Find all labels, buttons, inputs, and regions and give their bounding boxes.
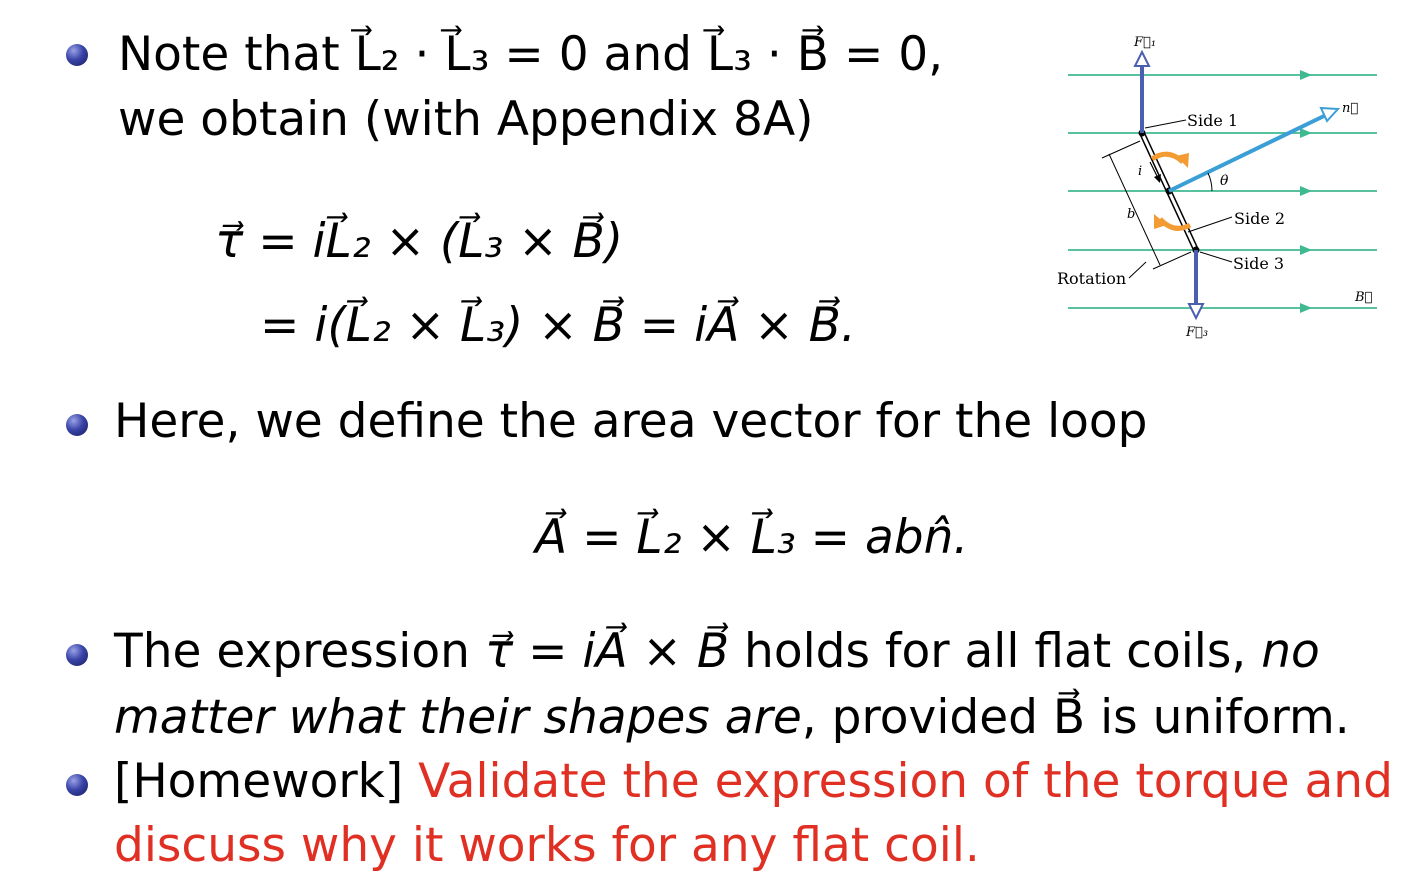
bullet-1-line-1: Note that L⃗₂ · L⃗₃ = 0 and L⃗₃ · B⃗ = 0,: [118, 27, 944, 82]
dimension-b-tick-top: [1102, 141, 1140, 158]
bullet-3-inline-math: τ⃗ = iA⃗ × B⃗: [484, 624, 730, 679]
bullet-3-italic-no: no: [1261, 624, 1320, 679]
side-2-leader: [1188, 217, 1232, 232]
bullet-4-line-1: [114, 752, 1393, 812]
bullet-2-marker: [66, 414, 88, 436]
current-arrowhead: [1154, 174, 1161, 183]
label-n: n⃗: [1342, 101, 1359, 116]
label-b: b: [1127, 207, 1136, 222]
homework-prefix: [Homework]: [114, 754, 419, 809]
label-b-field: B⃗: [1355, 290, 1373, 305]
bullet-3-line-2: [114, 688, 1350, 748]
bullet-1-line-2: we obtain (with Appendix 8A): [118, 92, 814, 147]
area-vector-equation: A⃗ = L⃗₂ × L⃗₃ = abn̂.: [535, 510, 969, 565]
label-side-1: Side 1: [1187, 111, 1239, 130]
bullet-2-line-1: Here, we define the area vector for the loop: [114, 394, 1148, 449]
label-i: i: [1138, 164, 1143, 179]
theta-arc: [1208, 173, 1212, 191]
side-1-leader: [1145, 120, 1186, 128]
label-f1: F⃗₁: [1134, 35, 1157, 50]
label-f3: F⃗₃: [1186, 325, 1209, 340]
loop-torque-figure: [1050, 20, 1390, 350]
label-side-2: Side 2: [1234, 209, 1286, 228]
bullet-1-marker: [66, 44, 88, 66]
force-f1-arrowhead: [1135, 52, 1149, 66]
bullet-3-text-end: holds for all flat coils,: [729, 624, 1262, 679]
side-3-leader: [1200, 252, 1232, 262]
torque-equation-line-2: = i(L⃗₂ × L⃗₃) × B⃗ = iA⃗ × B⃗.: [260, 298, 856, 353]
bullet-4-line-2: discuss why it works for any flat coil.: [114, 818, 980, 873]
bullet-3-italic-phrase: matter what their shapes are: [114, 690, 802, 745]
homework-text-1: Validate the expression of the torque and: [418, 754, 1393, 809]
bullet-3-line-1: [114, 622, 1320, 682]
bullet-3-marker: [66, 644, 88, 666]
label-theta: θ: [1220, 173, 1229, 189]
torque-equation-line-1: τ⃗ = iL⃗₂ × (L⃗₃ × B⃗): [215, 214, 624, 269]
normal-vector-arrowhead: [1321, 108, 1338, 121]
bullet-3-line-2-end: , provided B⃗ is uniform.: [801, 690, 1350, 745]
bullet-3-text-start: The expression: [114, 624, 485, 679]
label-rotation: Rotation: [1057, 269, 1127, 288]
field-line-arrowheads: [1300, 70, 1312, 313]
dimension-b-tick-bottom: [1153, 252, 1191, 269]
rotation-leader: [1129, 262, 1146, 278]
force-f3-arrowhead: [1189, 304, 1203, 318]
bullet-4-marker: [66, 774, 88, 796]
label-side-3: Side 3: [1233, 254, 1285, 273]
